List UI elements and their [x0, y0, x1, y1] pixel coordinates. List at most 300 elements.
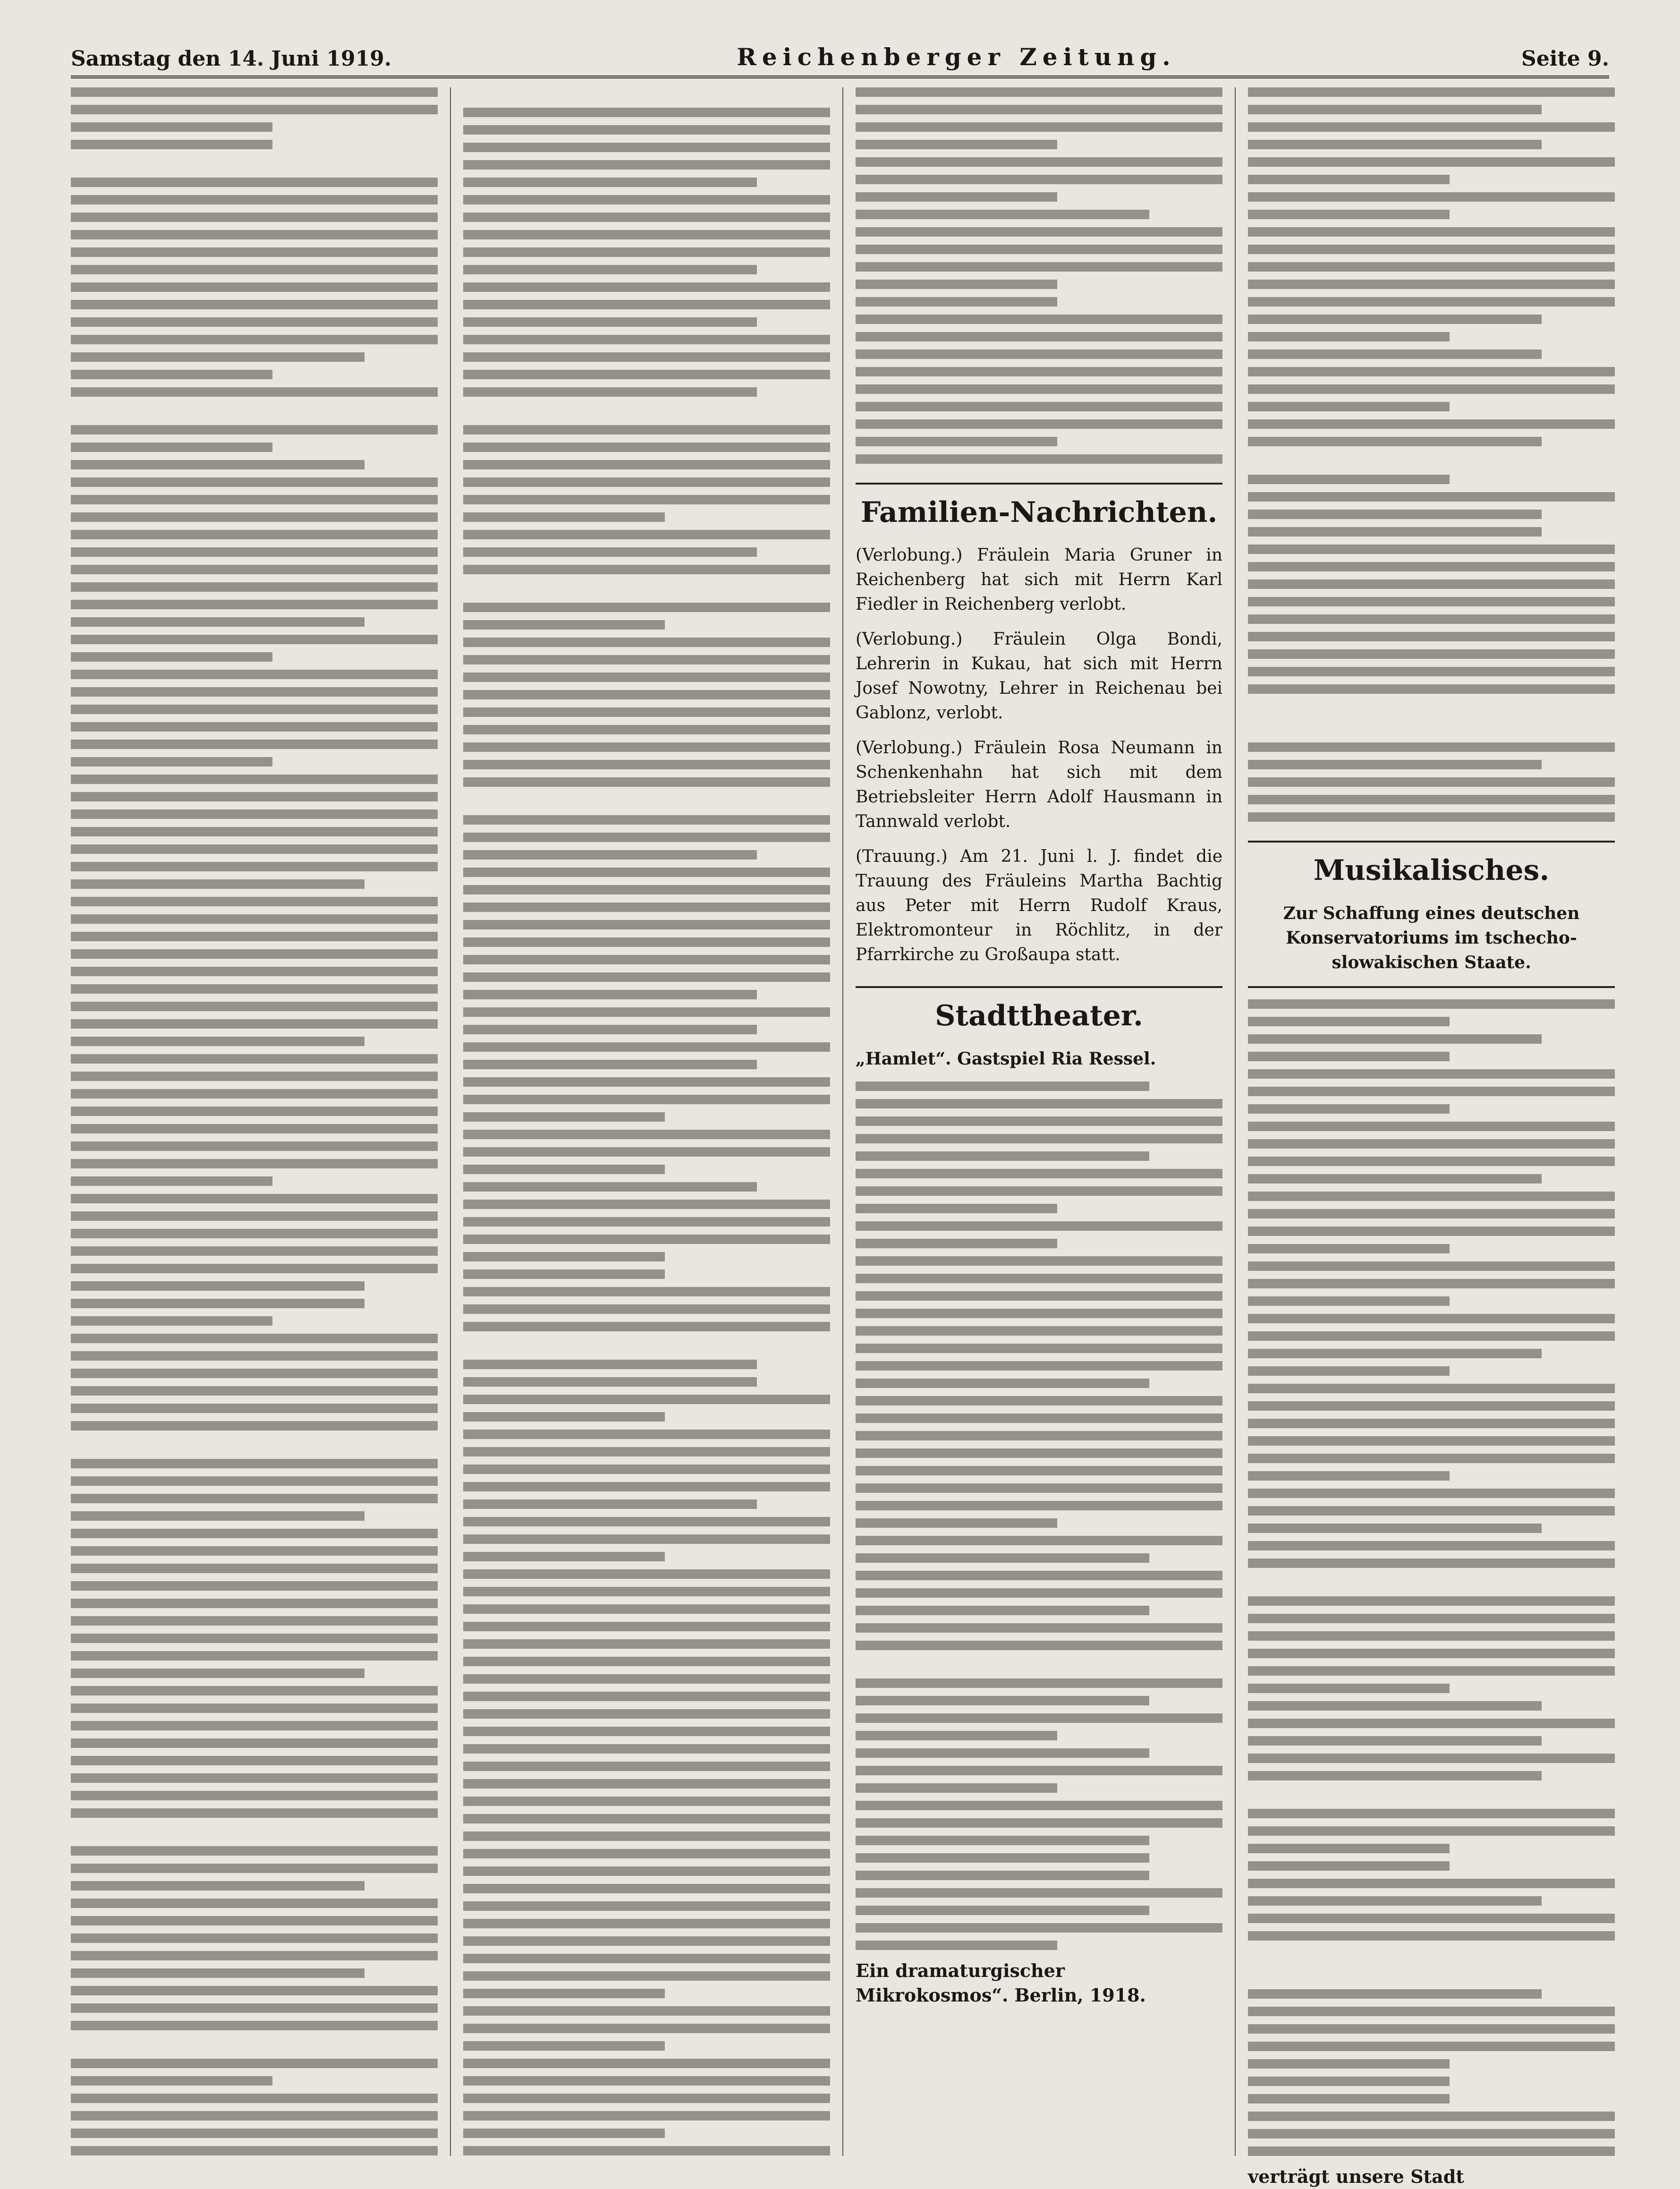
- text-line: [1248, 510, 1542, 519]
- text-line: [463, 1901, 830, 1911]
- family-entry: (Trauung.) Am 21. Juni l. J. findet die Trauung des Fräuleins Martha Bachtig aus Peter mit Herrn Rudolf Kraus, Elektromonteur in Röchlitz, in der Pfarrkirche zu Großaupa statt.: [856, 847, 1222, 964]
- text-line: [1248, 1454, 1615, 1463]
- text-line: [1248, 1701, 1542, 1711]
- text-line: [71, 105, 438, 114]
- text-line: [463, 1200, 830, 1209]
- text-line: [71, 1037, 365, 1046]
- column-2: [450, 87, 842, 2156]
- text-line: [1248, 1419, 1615, 1428]
- column-3-top-text: [856, 87, 1222, 464]
- text-line: [71, 1881, 365, 1891]
- text-line: [71, 1651, 438, 1661]
- text-line: [1248, 1989, 1542, 1999]
- text-line: [463, 1971, 830, 1981]
- text-line: [856, 1379, 1149, 1388]
- text-line: [71, 1124, 438, 1133]
- text-line: [856, 1396, 1222, 1405]
- text-line: [1248, 632, 1615, 641]
- text-line: [71, 600, 438, 609]
- text-line: [856, 1204, 1057, 1213]
- text-line: [463, 1587, 830, 1596]
- text-line: [856, 227, 1222, 237]
- text-line: [463, 1360, 757, 1369]
- text-line: [71, 247, 438, 257]
- divider: [1248, 986, 1615, 988]
- text-line: [463, 1465, 830, 1474]
- text-line: [71, 1246, 438, 1256]
- text-line: [463, 972, 830, 982]
- text-line: [71, 1211, 438, 1221]
- text-line: [71, 932, 438, 941]
- text-line: [463, 1622, 830, 1631]
- text-line: [856, 1696, 1149, 1705]
- text-line: [71, 2038, 438, 2051]
- text-line: [1248, 1879, 1615, 1888]
- text-line: [1248, 1104, 1450, 1114]
- text-line: [463, 1060, 757, 1069]
- text-line: [1248, 1949, 1615, 1961]
- text-line: [71, 405, 438, 417]
- text-line: [71, 1421, 438, 1431]
- text-line: [1248, 437, 1542, 446]
- text-line: [463, 195, 830, 204]
- text-line: [463, 317, 757, 327]
- text-line: [1248, 1436, 1615, 1446]
- text-line: [1248, 1736, 1542, 1746]
- text-line: [71, 1721, 438, 1730]
- text-line: [1248, 527, 1542, 537]
- text-line: [71, 140, 272, 149]
- text-line: [463, 2059, 830, 2068]
- text-line: [856, 1783, 1057, 1793]
- text-line: [463, 690, 830, 699]
- text-line: [1248, 1069, 1615, 1079]
- text-line: [1248, 262, 1615, 272]
- text-line: [463, 1709, 830, 1719]
- text-line: [71, 1089, 438, 1099]
- text-line: [463, 265, 757, 274]
- text-line: [71, 1264, 438, 1273]
- text-line: [463, 160, 830, 170]
- text-line: [1248, 1087, 1615, 1096]
- text-line: [71, 230, 438, 239]
- text-line: [856, 1221, 1222, 1231]
- text-line: [463, 1692, 830, 1701]
- text-line: [463, 1130, 830, 1139]
- text-line: [1248, 1349, 1542, 1358]
- text-line: [71, 1564, 438, 1573]
- text-line: [463, 1797, 830, 1806]
- text-line: [856, 280, 1057, 289]
- text-line: [1248, 332, 1450, 341]
- text-line: [1248, 1559, 1615, 1568]
- text-line: [71, 1599, 438, 1608]
- text-line: [1248, 667, 1615, 676]
- text-line: [1248, 1754, 1615, 1763]
- text-line: [1248, 1524, 1542, 1533]
- text-line: [71, 967, 438, 976]
- text-line: [856, 105, 1222, 114]
- column-4-body-text: [1248, 999, 1615, 2156]
- text-line: [71, 1019, 438, 1029]
- text-line: [1248, 2112, 1615, 2121]
- text-line: [856, 1082, 1149, 1091]
- text-line: [1248, 579, 1615, 589]
- text-line: [463, 1919, 830, 1928]
- text-line: [1248, 1122, 1615, 1131]
- text-line: [463, 1534, 830, 1544]
- text-line: [71, 1141, 438, 1151]
- text-line: [463, 125, 830, 135]
- text-line: [463, 1814, 830, 1823]
- text-line: [1248, 245, 1615, 254]
- text-line: [463, 1235, 830, 1244]
- text-line: [71, 1334, 438, 1343]
- text-line: [463, 1377, 757, 1387]
- text-line: [856, 87, 1222, 97]
- text-line: [463, 1499, 757, 1509]
- text-line: [1248, 1471, 1450, 1481]
- text-line: [71, 2076, 272, 2086]
- family-entry: (Verlobung.) Fräulein Rosa Neumann in Schenkenhahn hat sich mit dem Betriebsleiter Herrn Adolf Hausmann in Tannwald verlobt.: [856, 738, 1222, 831]
- text-line: [1248, 2042, 1615, 2051]
- text-line: [71, 265, 438, 274]
- text-line: [856, 1641, 1222, 1650]
- text-line: [463, 1304, 830, 1314]
- text-line: [463, 920, 830, 929]
- text-line: [1248, 545, 1615, 554]
- text-line: [1248, 812, 1615, 822]
- text-line: [856, 1169, 1222, 1178]
- text-line: [856, 140, 1057, 149]
- music-closing-line: verträgt unsere Stadt: [1248, 2166, 1464, 2187]
- text-line: [71, 1159, 438, 1168]
- text-line: [463, 2111, 830, 2121]
- text-line: [71, 1916, 438, 1925]
- text-line: [463, 387, 757, 397]
- text-line: [463, 1727, 830, 1736]
- text-line: [1248, 1331, 1615, 1341]
- column-4: [1235, 87, 1615, 2187]
- music-heading: Musikalisches.: [1248, 841, 1615, 887]
- text-line: [71, 1229, 438, 1238]
- text-line: [1248, 597, 1615, 606]
- text-line: [1248, 2129, 1615, 2138]
- text-line: [1248, 1914, 1615, 1923]
- text-line: [856, 1941, 1057, 1950]
- text-line: [1248, 1296, 1450, 1306]
- text-line: [71, 1826, 438, 1838]
- text-line: [463, 1884, 830, 1893]
- text-line: [71, 879, 365, 889]
- text-line: [856, 1239, 1057, 1248]
- text-line: [1248, 175, 1450, 184]
- text-line: [463, 1482, 830, 1491]
- text-line: [463, 1762, 830, 1771]
- text-line: [71, 1299, 365, 1308]
- text-line: [463, 1849, 830, 1858]
- family-entry: (Verlobung.) Fräulein Olga Bondi, Lehrerin in Kukau, hat sich mit Herrn Josef Nowotny, Lehrer in Reichenau bei Gablonz, verlobt.: [856, 630, 1222, 723]
- text-line: [1248, 367, 1615, 376]
- text-line: [856, 1801, 1222, 1810]
- text-line: [463, 352, 830, 362]
- text-line: [71, 1968, 365, 1978]
- text-line: [71, 530, 438, 539]
- text-line: [71, 1459, 438, 1468]
- text-line: [856, 1853, 1149, 1863]
- text-line: [1248, 1931, 1615, 1941]
- text-line: [1248, 1314, 1615, 1323]
- text-line: [463, 655, 830, 664]
- text-line: [71, 1704, 438, 1713]
- text-line: [1248, 1861, 1450, 1871]
- text-line: [71, 1054, 438, 1064]
- text-line: [463, 1866, 830, 1876]
- text-line: [71, 775, 438, 784]
- text-line: [856, 349, 1222, 359]
- text-line: [1248, 702, 1615, 714]
- text-line: [463, 495, 830, 504]
- text-line: [71, 282, 438, 292]
- text-line: [856, 1466, 1222, 1475]
- text-line: [463, 2024, 830, 2033]
- text-line: [856, 1678, 1222, 1688]
- text-line: [463, 1954, 830, 1963]
- text-line: [463, 2006, 830, 2016]
- text-line: [463, 300, 830, 309]
- text-line: [71, 1738, 438, 1748]
- text-line: [856, 1186, 1222, 1196]
- text-line: [463, 1322, 830, 1331]
- text-line: [463, 425, 830, 434]
- text-line: [856, 1309, 1222, 1318]
- text-line: [71, 1351, 438, 1361]
- text-line: [463, 1604, 830, 1614]
- text-line: [463, 1112, 665, 1122]
- text-line: [463, 108, 830, 117]
- text-line: [1248, 1034, 1542, 1044]
- text-line: [71, 495, 438, 504]
- text-line: [1248, 419, 1615, 429]
- text-line: [1248, 475, 1450, 484]
- family-news-heading: Familien-Nachrichten.: [856, 483, 1222, 529]
- text-line: [463, 582, 830, 595]
- text-line: [463, 2129, 665, 2138]
- text-line: [71, 565, 438, 574]
- text-line: [463, 405, 830, 417]
- text-line: [856, 1116, 1222, 1126]
- text-line: [71, 2003, 438, 2013]
- text-line: [463, 1395, 830, 1404]
- text-line: [463, 1430, 830, 1439]
- text-line: [856, 175, 1222, 184]
- text-line: [1248, 1139, 1615, 1149]
- text-line: [463, 1269, 665, 1279]
- text-line: [71, 949, 438, 959]
- text-line: [71, 705, 438, 714]
- text-line: [463, 2076, 830, 2086]
- text-line: [71, 1002, 438, 1011]
- text-line: [1248, 649, 1615, 659]
- text-line: [1248, 492, 1615, 502]
- text-line: [1248, 1844, 1450, 1853]
- text-line: [463, 620, 665, 630]
- text-line: [71, 740, 438, 749]
- column-2-text: [463, 87, 830, 2155]
- text-line: [856, 1888, 1222, 1898]
- text-line: [1248, 315, 1542, 324]
- text-line: [856, 1836, 1149, 1845]
- text-line: [1248, 2146, 1615, 2156]
- text-line: [1248, 1401, 1615, 1411]
- text-line: [1248, 1684, 1450, 1693]
- text-line: [1248, 1174, 1542, 1184]
- text-line: [856, 1871, 1149, 1880]
- text-line: [463, 1569, 830, 1579]
- text-line: [1248, 999, 1615, 1009]
- text-line: [856, 454, 1222, 464]
- text-line: [1248, 1261, 1615, 1271]
- text-line: [71, 827, 438, 836]
- text-line: [463, 547, 757, 557]
- text-line: [71, 195, 438, 204]
- text-line: [1248, 140, 1542, 149]
- text-line: [1248, 777, 1615, 787]
- text-line: [1248, 1052, 1450, 1061]
- text-line: [463, 955, 830, 964]
- text-line: [1248, 1789, 1615, 1801]
- text-line: [856, 1748, 1149, 1758]
- text-line: [71, 317, 438, 327]
- text-line: [71, 1808, 438, 1818]
- text-line: [463, 512, 665, 522]
- text-line: [1248, 402, 1450, 411]
- text-line: [71, 1386, 438, 1396]
- text-line: [1248, 1489, 1615, 1498]
- text-line: [71, 1404, 438, 1413]
- text-line: [463, 1217, 830, 1227]
- text-line: [856, 1536, 1222, 1545]
- text-line: [463, 143, 830, 152]
- text-line: [856, 1483, 1222, 1493]
- text-line: [1248, 87, 1615, 97]
- text-line: [71, 670, 438, 679]
- text-line: [1248, 760, 1542, 769]
- text-line: [463, 1936, 830, 1946]
- text-line: [463, 2041, 665, 2051]
- text-line: [1248, 1384, 1615, 1393]
- text-line: [1248, 1614, 1615, 1623]
- text-line: [1248, 562, 1615, 571]
- text-line: [463, 1007, 830, 1017]
- text-line: [463, 603, 830, 612]
- text-line: [856, 1256, 1222, 1266]
- text-line: [856, 1518, 1057, 1528]
- text-line: [463, 673, 830, 682]
- text-line: [463, 1339, 830, 1352]
- header-date: Samstag den 14. Juni 1919.: [71, 47, 392, 71]
- text-line: [463, 1095, 830, 1104]
- text-line: [1248, 2024, 1615, 2034]
- text-line: [856, 1766, 1222, 1775]
- text-line: [463, 213, 830, 222]
- text-line: [71, 1634, 438, 1643]
- text-line: [463, 282, 830, 292]
- text-line: [71, 2094, 438, 2103]
- text-line: [463, 247, 830, 257]
- text-line: [71, 2129, 438, 2138]
- text-line: [856, 1448, 1222, 1458]
- text-line: [71, 1316, 272, 1326]
- text-line: [856, 332, 1222, 341]
- text-line: [463, 1674, 830, 1684]
- text-line: [463, 777, 830, 787]
- text-line: [1248, 1366, 1450, 1376]
- text-line: [71, 844, 438, 854]
- text-line: [463, 443, 830, 452]
- text-line: [463, 230, 830, 239]
- text-line: [71, 300, 438, 309]
- text-line: [856, 1501, 1222, 1510]
- text-line: [1248, 1227, 1615, 1236]
- text-line: [463, 1252, 665, 1261]
- text-line: [71, 1546, 438, 1556]
- text-line: [856, 1414, 1222, 1423]
- text-line: [71, 1846, 438, 1856]
- text-columns: [71, 87, 1615, 2187]
- text-line: [463, 850, 757, 860]
- text-line: [71, 477, 438, 487]
- text-line: [856, 1731, 1057, 1740]
- text-line: [1248, 1771, 1542, 1780]
- family-entry: (Verlobung.) Fräulein Maria Gruner in Reichenberg hat sich mit Herrn Karl Fiedler in Reichenberg verlobt.: [856, 545, 1222, 614]
- text-line: [1248, 297, 1615, 307]
- text-line: [1248, 1209, 1615, 1218]
- text-line: [1248, 2007, 1615, 2016]
- text-line: [463, 725, 830, 734]
- text-line: [463, 795, 830, 807]
- text-line: [71, 122, 272, 132]
- text-line: [1248, 1192, 1615, 1201]
- text-line: [71, 425, 438, 434]
- text-line: [1248, 122, 1615, 132]
- text-line: [463, 460, 830, 469]
- text-line: [71, 1439, 438, 1451]
- text-line: [463, 2146, 830, 2155]
- text-line: [463, 1552, 665, 1561]
- text-line: [463, 1779, 830, 1789]
- text-line: [71, 617, 365, 627]
- text-line: [71, 335, 438, 344]
- masthead: Reichenberger Zeitung.: [737, 43, 1176, 71]
- text-line: [1248, 722, 1615, 734]
- text-line: [71, 1669, 365, 1678]
- text-line: [463, 565, 830, 574]
- column-1: [71, 87, 450, 2156]
- music-subheading: Zur Schaffung eines deutschen Konservatoriums im tschecho-slowakischen Staate.: [1283, 903, 1580, 972]
- text-line: [1248, 1649, 1615, 1658]
- text-line: [856, 1818, 1222, 1828]
- column-3-review-text: [856, 1082, 1222, 1950]
- text-line: [71, 1581, 438, 1591]
- text-line: [463, 1182, 757, 1192]
- text-line: [463, 885, 830, 894]
- text-line: [463, 1831, 830, 1841]
- text-line: [856, 262, 1222, 272]
- text-line: [71, 897, 438, 906]
- text-line: [1248, 384, 1615, 394]
- text-line: [463, 1447, 830, 1456]
